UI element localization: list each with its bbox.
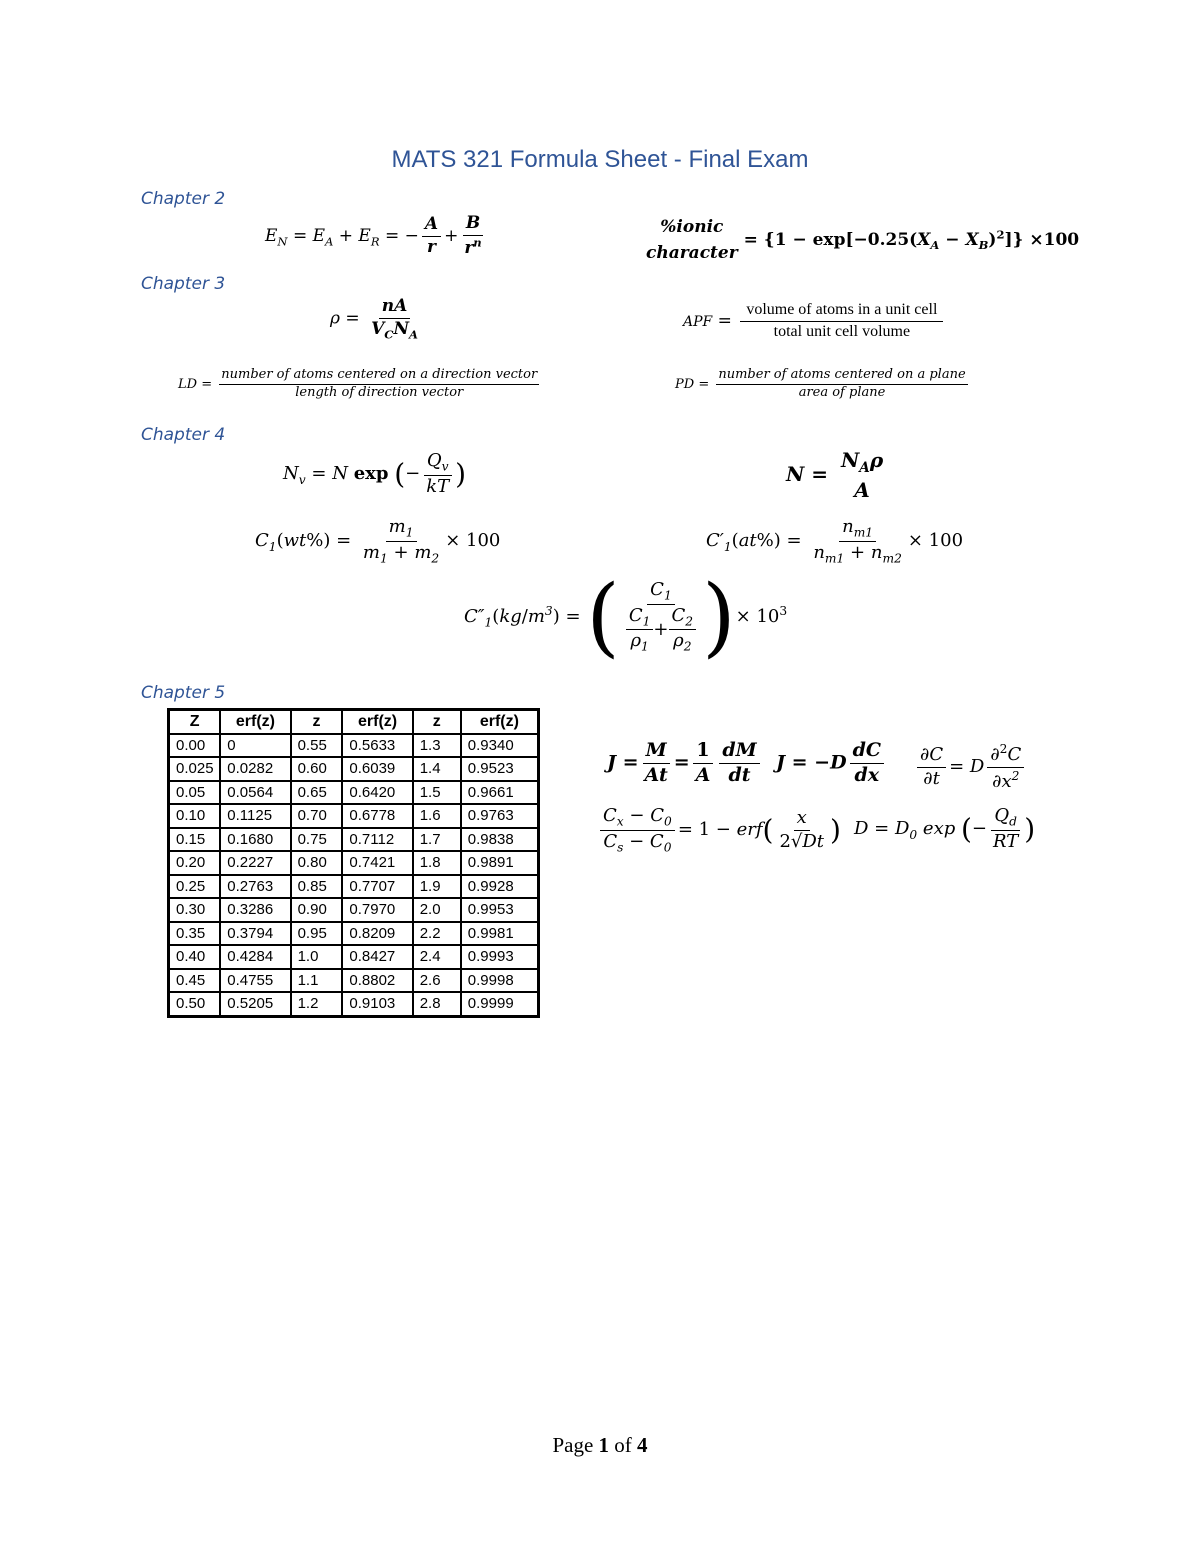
atom-percent-equation: $C'_1(at\%)$ = $\frac{n_{m1}}{n_{m1} + n_{m2}}$ × 100 — [706, 516, 964, 566]
erf-value-cell: 0.4755 — [220, 969, 290, 993]
ficks-first-law: J = −D $\frac{dC}{dx}$ — [776, 740, 887, 787]
table-row — [169, 898, 539, 922]
col-header-erf: erf(z) — [461, 710, 539, 734]
table-row — [169, 945, 539, 969]
z-value-cell: 1.1 — [291, 969, 343, 993]
apf-denominator: total unit cell volume — [773, 323, 911, 341]
apf-numerator: volume of atoms in a unit cell — [740, 301, 943, 322]
erf-value-cell: 0.2763 — [220, 875, 290, 899]
col-header-z: z — [291, 710, 343, 734]
erf-value-cell: 0.8209 — [342, 922, 412, 946]
z-value-cell: 0.10 — [169, 804, 221, 828]
erf-value-cell: 0.8427 — [342, 945, 412, 969]
z-value-cell: 2.6 — [413, 969, 461, 993]
erf-value-cell: 0.0564 — [220, 781, 290, 805]
erf-value-cell: 0.9891 — [461, 851, 539, 875]
ionic-label-2: character — [646, 243, 738, 264]
z-value-cell: 1.6 — [413, 804, 461, 828]
erf-value-cell: 0.9340 — [461, 734, 539, 758]
table-row — [169, 734, 539, 758]
erf-value-cell: 0.7421 — [342, 851, 412, 875]
table-row — [169, 757, 539, 781]
z-value-cell: 1.8 — [413, 851, 461, 875]
apf-equation: APF = $\frac{\text{volume of atoms in a unit cell}}{\text{total unit cell volume}}$ — [683, 301, 946, 342]
page-prefix: Page — [552, 1433, 599, 1457]
z-value-cell: 0.60 — [291, 757, 343, 781]
erf-value-cell: 0.8802 — [342, 969, 412, 993]
erf-value-cell: 0 — [220, 734, 290, 758]
erf-value-cell: 0.5205 — [220, 992, 290, 1016]
vacancy-equation: $N_v = N$ exp (− $\frac{Q_v}{kT}$ ) — [283, 450, 467, 497]
table-row — [169, 992, 539, 1016]
erf-value-cell: 0.6039 — [342, 757, 412, 781]
erf-value-cell: 0.3794 — [220, 922, 290, 946]
z-value-cell: 1.7 — [413, 828, 461, 852]
ficks-second-law: $\frac{\partial C}{\partial t}$ = D $\frac{\partial^2C}{\partial x^2}$ — [914, 742, 1027, 792]
erf-value-cell: 0.7112 — [342, 828, 412, 852]
chapter-5-heading: Chapter 5 — [141, 683, 226, 703]
erf-value-cell: 0.9999 — [461, 992, 539, 1016]
z-value-cell: 0.45 — [169, 969, 221, 993]
z-value-cell: 0.00 — [169, 734, 221, 758]
erf-value-cell: 0.6420 — [342, 781, 412, 805]
z-value-cell: 0.80 — [291, 851, 343, 875]
page-title: MATS 321 Formula Sheet - Final Exam — [391, 146, 809, 173]
z-value-cell: 0.30 — [169, 898, 221, 922]
table-row — [169, 969, 539, 993]
erf-value-cell: 0.9998 — [461, 969, 539, 993]
z-value-cell: 1.9 — [413, 875, 461, 899]
table-row — [169, 851, 539, 875]
erf-value-cell: 0.7707 — [342, 875, 412, 899]
z-value-cell: 0.70 — [291, 804, 343, 828]
flux-equation: J = $\frac{M}{At}$ = $\frac{1}{A}$ $\frac{dM}{dt}$ — [607, 740, 763, 787]
erf-value-cell: 0.1125 — [220, 804, 290, 828]
erf-value-cell: 0.0282 — [220, 757, 290, 781]
erf-value-cell: 0.9953 — [461, 898, 539, 922]
ld-numerator: number of atoms centered on a direction vector — [219, 368, 539, 385]
erf-value-cell: 0.6778 — [342, 804, 412, 828]
page-total: 4 — [637, 1433, 648, 1457]
erf-value-cell: 0.5633 — [342, 734, 412, 758]
density-equation: ρ = $\frac{nA}{V_CN_A}$ — [330, 296, 418, 341]
mass-concentration-equation: $C''_1(kg/m^3)$ = ( $C_1$ $\frac{C_1}{\rho_1}$ + $\frac{C_2}{\rho_2}$ )× $10^3$ — [464, 567, 788, 667]
weight-percent-equation: $C_1(wt\%)$ = $\frac{m_1}{m_1 + m_2}$ × 100 — [255, 516, 501, 566]
z-value-cell: 2.8 — [413, 992, 461, 1016]
page-mid: of — [609, 1433, 638, 1457]
diffusion-coefficient-equation: $D = D_0$ exp (− $\frac{Q_d}{RT}$ ) — [854, 805, 1036, 852]
z-value-cell: 1.5 — [413, 781, 461, 805]
col-header-erf: erf(z) — [220, 710, 290, 734]
table-row — [169, 804, 539, 828]
z-value-cell: 0.05 — [169, 781, 221, 805]
z-value-cell: 0.025 — [169, 757, 221, 781]
z-value-cell: 2.0 — [413, 898, 461, 922]
erf-value-cell: 0.9928 — [461, 875, 539, 899]
z-value-cell: 0.20 — [169, 851, 221, 875]
erf-value-cell: 0.7970 — [342, 898, 412, 922]
erf-value-cell: 0.1680 — [220, 828, 290, 852]
erf-value-cell: 0.2227 — [220, 851, 290, 875]
z-value-cell: 0.35 — [169, 922, 221, 946]
page-current: 1 — [598, 1433, 610, 1457]
z-value-cell: 0.65 — [291, 781, 343, 805]
bond-energy-equation: $E_N = E_A + E_R$ = − $\frac{A}{r}$ + $\frac{B}{r^n}$ — [265, 213, 482, 259]
col-header-erf: erf(z) — [342, 710, 412, 734]
z-value-cell: 1.3 — [413, 734, 461, 758]
page-number-footer — [0, 1433, 1200, 1458]
col-header-z: z — [413, 710, 461, 734]
erf-value-cell: 0.9523 — [461, 757, 539, 781]
erf-solution-equation: $\frac{C_x - C_0}{C_s - C_0}$ = 1 − erf( $\frac{x}{2√Dt}$ ) — [597, 806, 841, 854]
table-row — [169, 922, 539, 946]
erf-value-cell: 0.9993 — [461, 945, 539, 969]
chapter-2-heading: Chapter 2 — [141, 189, 226, 209]
erf-value-cell: 0.9838 — [461, 828, 539, 852]
chapter-4-heading: Chapter 4 — [141, 425, 226, 445]
erf-table — [167, 708, 540, 1018]
planar-density-equation: PD = $\frac{\text{number of atoms centered on a plane}}{\text{area of plane}}$ — [675, 367, 966, 400]
erf-table-header-row — [169, 710, 539, 734]
table-row — [169, 781, 539, 805]
z-value-cell: 0.95 — [291, 922, 343, 946]
z-value-cell: 0.15 — [169, 828, 221, 852]
z-value-cell: 0.75 — [291, 828, 343, 852]
erf-value-cell: 0.4284 — [220, 945, 290, 969]
z-value-cell: 0.85 — [291, 875, 343, 899]
chapter-3-heading: Chapter 3 — [141, 274, 226, 294]
z-value-cell: 0.50 — [169, 992, 221, 1016]
atoms-per-volume-equation: N = $N_A\rho$ A — [786, 448, 884, 502]
col-header-z: Z — [169, 710, 221, 734]
erf-value-cell: 0.3286 — [220, 898, 290, 922]
ionic-character-equation: %ionic character = $\{1 - \exp[-0.25(X_A - X_B)^2]\} \times 100$ — [646, 214, 1079, 267]
linear-density-equation: LD = $\frac{\text{number of atoms centered on a direction vector}}{\text{length of direction vector}}$ — [178, 367, 538, 400]
erf-value-cell: 0.9103 — [342, 992, 412, 1016]
z-value-cell: 2.2 — [413, 922, 461, 946]
z-value-cell: 1.2 — [291, 992, 343, 1016]
erf-value-cell: 0.9763 — [461, 804, 539, 828]
z-value-cell: 0.90 — [291, 898, 343, 922]
erf-value-cell: 0.9661 — [461, 781, 539, 805]
table-row — [169, 828, 539, 852]
pd-numerator: number of atoms centered on a plane — [716, 368, 967, 385]
table-row — [169, 875, 539, 899]
ld-denominator: length of direction vector — [295, 384, 464, 400]
z-value-cell: 1.4 — [413, 757, 461, 781]
z-value-cell: 0.25 — [169, 875, 221, 899]
erf-value-cell: 0.9981 — [461, 922, 539, 946]
z-value-cell: 2.4 — [413, 945, 461, 969]
z-value-cell: 1.0 — [291, 945, 343, 969]
z-value-cell: 0.40 — [169, 945, 221, 969]
z-value-cell: 0.55 — [291, 734, 343, 758]
ionic-label-1: %ionic — [660, 217, 724, 237]
pd-denominator: area of plane — [798, 384, 886, 400]
